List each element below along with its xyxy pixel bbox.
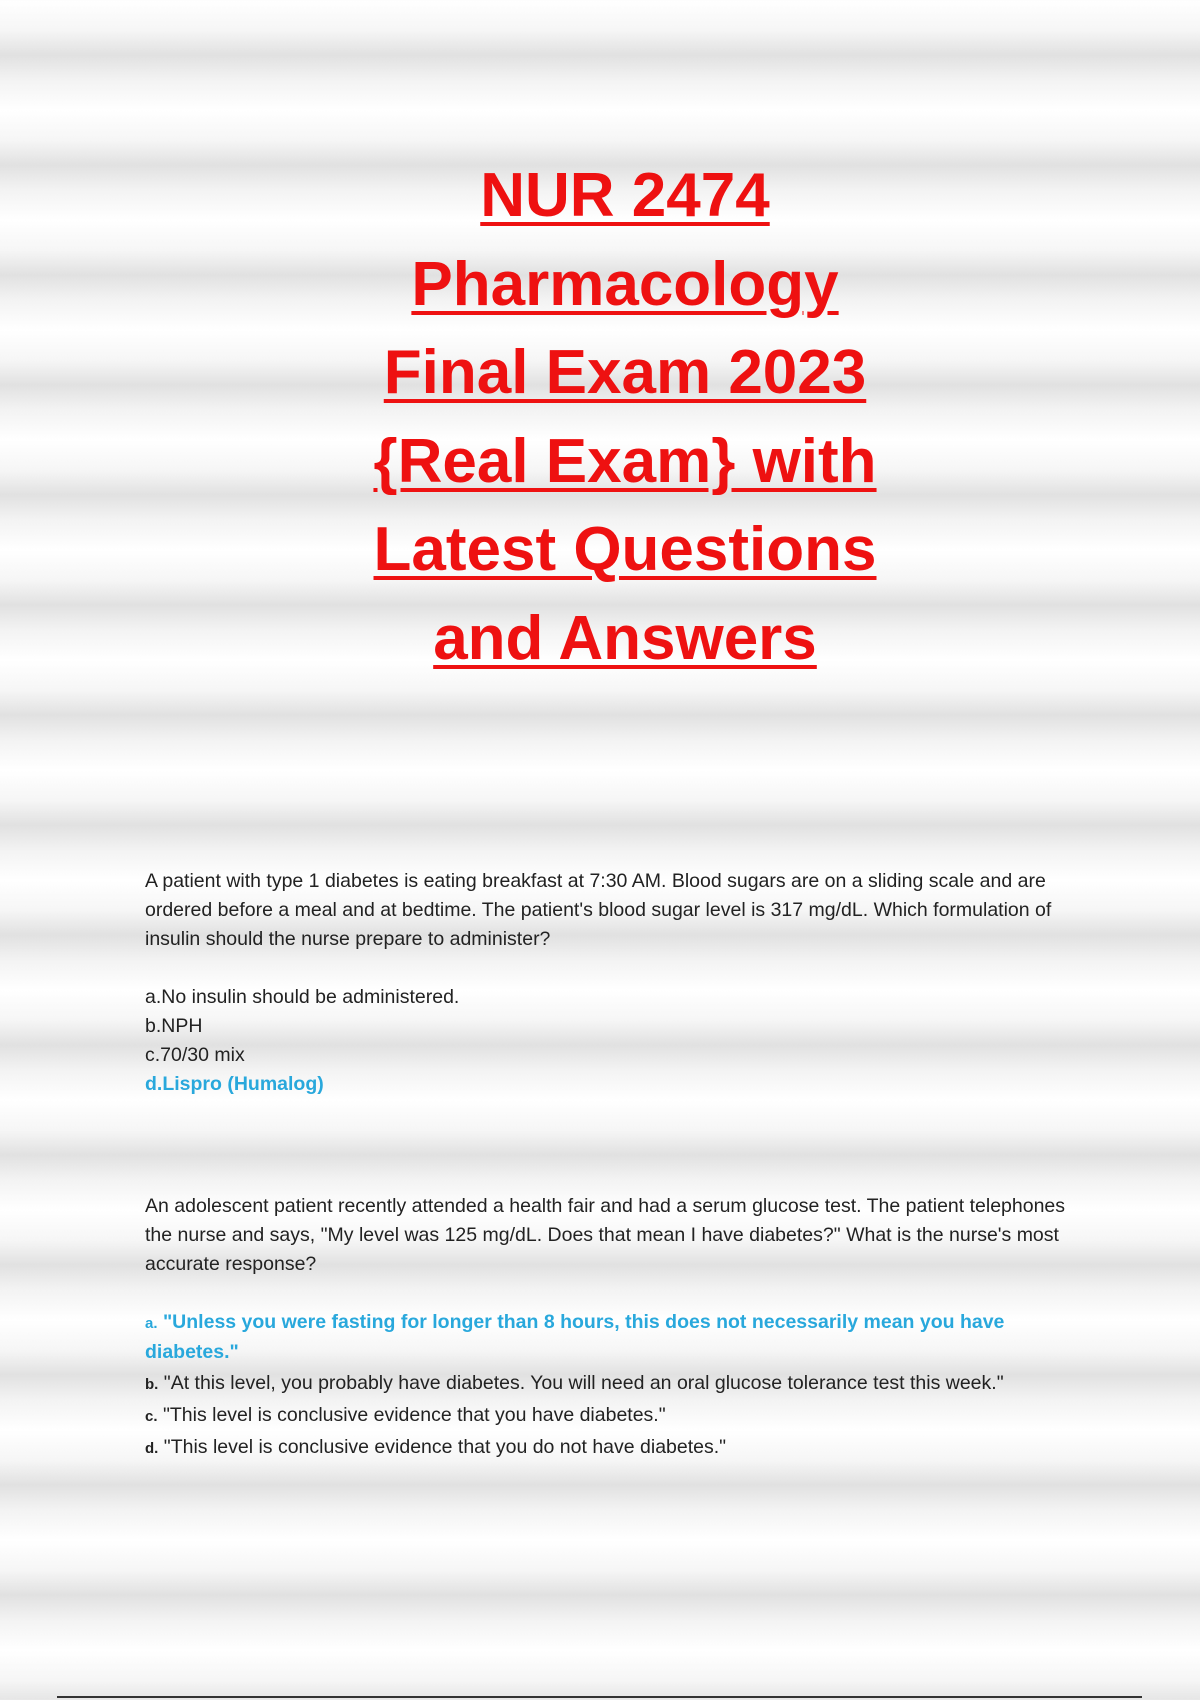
- option-letter: a.: [145, 1315, 158, 1332]
- option-letter: c.: [145, 1408, 158, 1425]
- title-line: NUR 2474: [480, 161, 770, 230]
- title-line: Final Exam 2023: [383, 338, 867, 407]
- option-letter: d.: [145, 1440, 159, 1457]
- question-stem: A patient with type 1 diabetes is eating breakfast at 7:30 AM. Blood sugars are on a sliding scale and are ordered before a meal and at bedtime. The patient's blood sugar level is 317 mg/dL. Which formulation of insulin should the nurse prepare to administer?: [145, 870, 1052, 950]
- option-text: "At this level, you probably have diabetes. You will need an oral glucose tolerance test this week.": [163, 1372, 1004, 1394]
- answer-option-d: [145, 1433, 1085, 1463]
- title-line: {Real Exam} with: [373, 426, 877, 496]
- correct-answer-option-a: [145, 1308, 1085, 1367]
- answer-option-b: [145, 1369, 1085, 1399]
- document-title: [0, 152, 1200, 683]
- footer-divider: [57, 1696, 1142, 1698]
- title-line: Latest Questions: [373, 515, 877, 584]
- title-line: and Answers: [433, 603, 817, 673]
- question-1: [145, 867, 1085, 1099]
- option-text: "Unless you were fasting for longer than 8 hours, this does not necessarily mean you have diabetes.": [145, 1311, 1005, 1363]
- answer-options: [145, 983, 1085, 1099]
- title-line: Pharmacology: [411, 249, 839, 319]
- question-2: [145, 1192, 1085, 1465]
- correct-answer-option-d: d.Lispro (Humalog): [145, 1073, 324, 1095]
- option-letter: b.: [145, 1376, 159, 1393]
- answer-option-a: a.No insulin should be administered.: [145, 986, 460, 1008]
- answer-options: [145, 1308, 1085, 1463]
- option-text: "This level is conclusive evidence that you have diabetes.": [162, 1404, 666, 1426]
- answer-option-c: [145, 1401, 1085, 1431]
- answer-option-c: c.70/30 mix: [145, 1044, 245, 1066]
- question-stem: An adolescent patient recently attended a health fair and had a serum glucose test. The patient telephones the nurse and says, "My level was 125 mg/dL. Does that mean I have diabetes?" What is the nurse's most accurate response?: [145, 1195, 1066, 1275]
- option-text: "This level is conclusive evidence that you do not have diabetes.": [163, 1436, 727, 1458]
- answer-option-b: b.NPH: [145, 1015, 203, 1037]
